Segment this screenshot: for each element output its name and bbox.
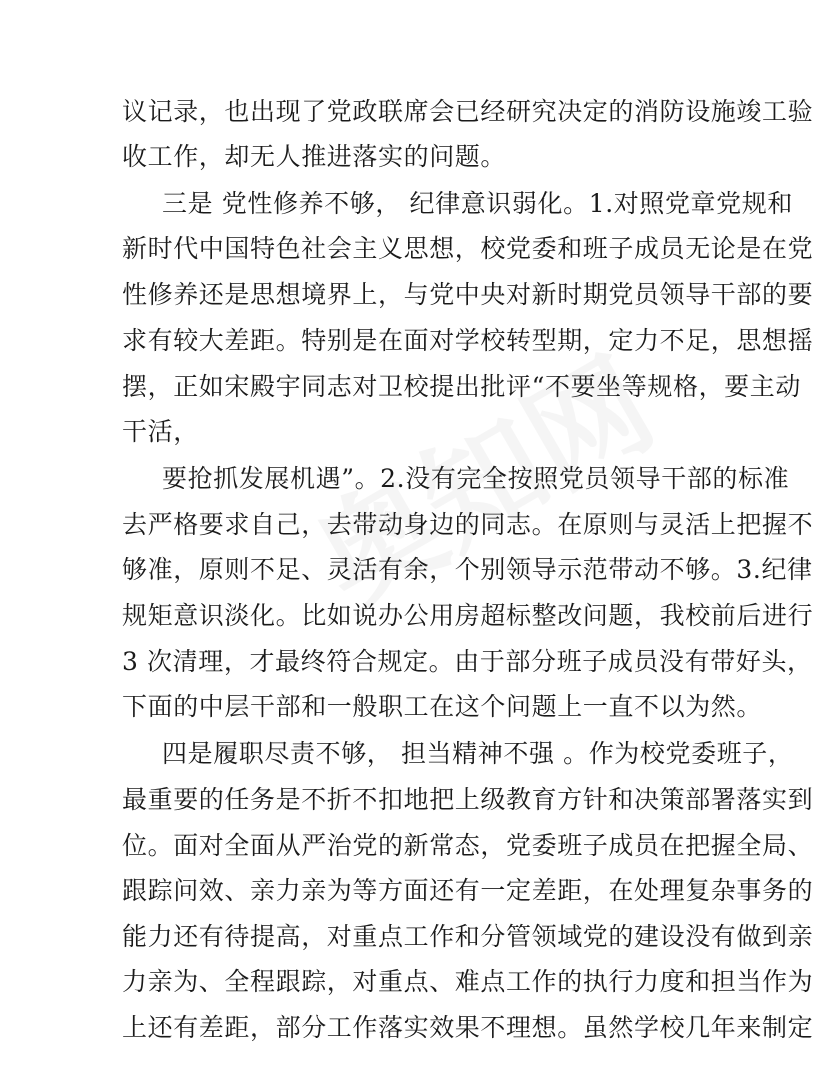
text-line: 摆，正如宋殿宇同志对卫校提出批评“不要坐等规格，要主动: [122, 372, 801, 401]
text-line: 收工作，却无人推进落实的问题。: [122, 142, 507, 171]
text-line: 三是 党性修养不够， 纪律意识弱化。1.对照党章党规和: [162, 189, 793, 218]
text-line: 四是履职尽责不够， 担当精神不强 。作为校党委班子，: [162, 739, 794, 768]
text-line: 够准，原则不足、灵活有余，个别领导示范带动不够。3.纪律: [122, 555, 813, 584]
text-line: 干活，: [122, 417, 199, 446]
text-line: 下面的中层干部和一般职工在这个问题上一直不以为然。: [122, 692, 763, 721]
text-line: 性修养还是思想境界上，与党中央对新时期党员领导干部的要: [122, 280, 814, 309]
text-line: 规矩意识淡化。比如说办公用房超标整改问题，我校前后进行: [122, 601, 814, 630]
text-line: 议记录，也出现了党政联席会已经研究决定的消防设施竣工验: [122, 97, 814, 126]
text-line: 能力还有待提高，对重点工作和分管领域党的建设没有做到亲: [122, 922, 814, 951]
text-line: 新时代中国特色社会主义思想，校党委和班子成员无论是在党: [122, 234, 814, 263]
text-line: 求有较大差距。特别是在面对学校转型期，定力不足，思想摇: [122, 326, 814, 355]
text-line: 跟踪问效、亲力亲为等方面还有一定差距，在处理复杂事务的: [122, 876, 814, 905]
text-line: 去严格要求自己，去带动身边的同志。在原则与灵活上把握不: [122, 510, 814, 539]
text-line: 3 次清理，才最终符合规定。由于部分班子成员没有带好头，: [122, 647, 813, 676]
text-line: 位。面对全面从严治党的新常态，党委班子成员在把握全局、: [122, 831, 814, 860]
text-line: 力亲为、全程跟踪，对重点、难点工作的执行力度和担当作为: [122, 967, 814, 996]
text-line: 要抢抓发展机遇”。2.没有完全按照党员领导干部的标准: [162, 464, 790, 493]
text-line: 上还有差距，部分工作落实效果不理想。虽然学校几年来制定: [122, 1013, 814, 1042]
text-line: 最重要的任务是不折不扣地把上级教育方针和决策部署落实到: [122, 785, 814, 814]
